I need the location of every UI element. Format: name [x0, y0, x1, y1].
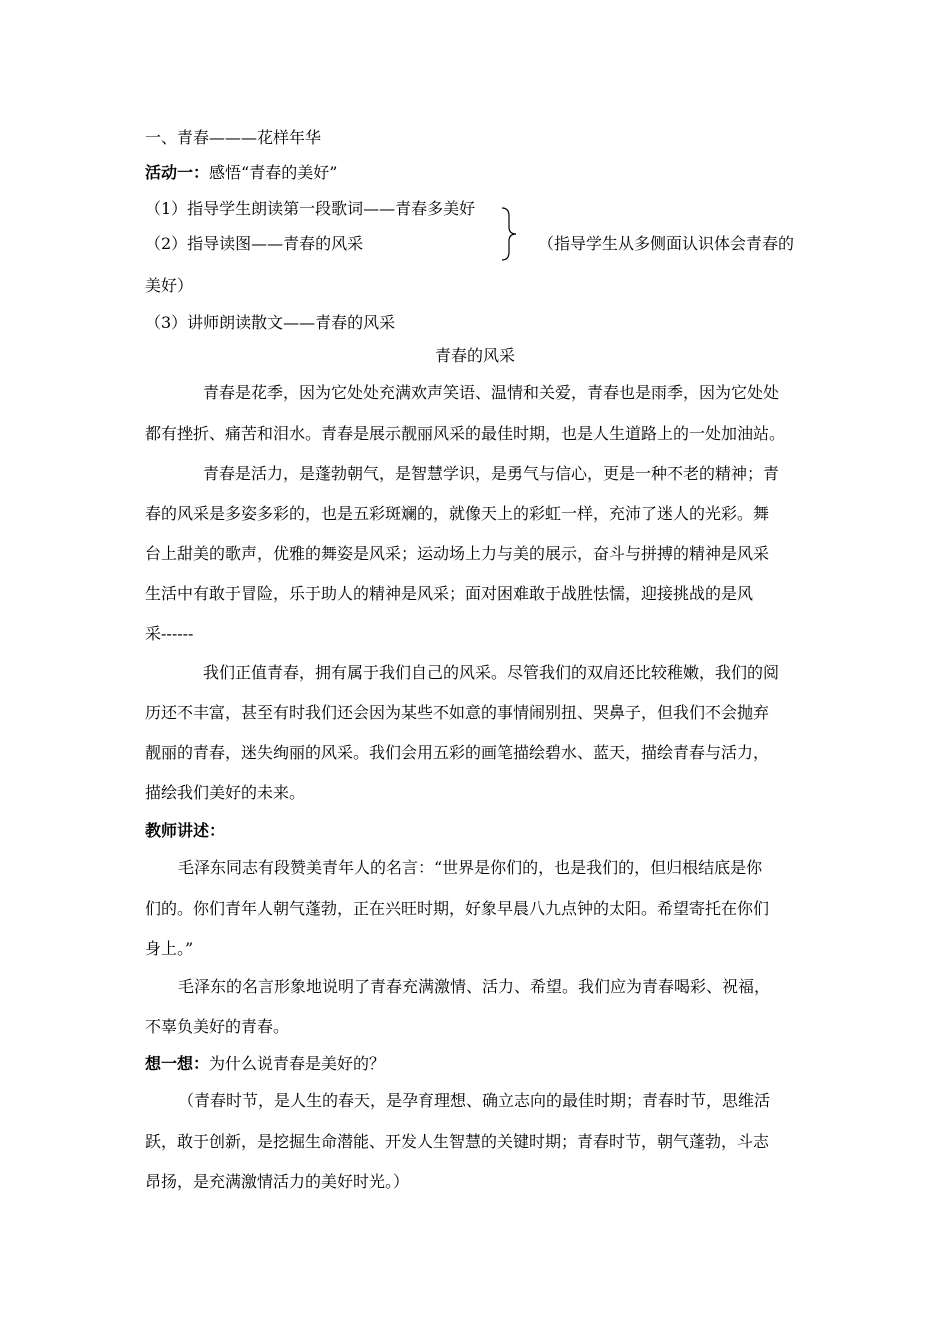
think-answer-line: （青春时节，是人生的春天，是孕育理想、确立志向的最佳时期；青春时节，思维活 [178, 1091, 771, 1110]
essay-line: 历还不丰富，甚至有时我们还会因为某些不如意的事情闹别扭、哭鼻子，但我们不会抛弃 [145, 703, 770, 722]
essay-line: 春的风采是多姿多彩的，也是五彩斑斓的，就像天上的彩虹一样，充沛了迷人的光彩。舞 [145, 504, 770, 523]
teacher-label: 教师讲述： [145, 821, 226, 840]
activity1-note: （指导学生从多侧面认识体会青春的 [538, 234, 795, 253]
activity1-note-continued: 美好） [145, 276, 194, 295]
essay-line: 描绘我们美好的未来。 [145, 783, 306, 802]
essay-line: 生活中有敢于冒险，乐于助人的精神是风采；面对困难敢于战胜怯懦，迎接挑战的是风 [145, 584, 754, 603]
think-label: 想一想： [145, 1054, 210, 1073]
teacher-line: 们的。你们青年人朝气蓬勃，正在兴旺时期，好象早晨八九点钟的太阳。希望寄托在你们 [145, 899, 770, 918]
activity1-label: 活动一： [145, 163, 210, 182]
essay-line: 靓丽的青春，迷失绚丽的风采。我们会用五彩的画笔描绘碧水、蓝天，描绘青春与活力， [145, 743, 770, 762]
essay-title: 青春的风采 [434, 346, 515, 365]
teacher-line: 毛泽东的名言形象地说明了青春充满激情、活力、希望。我们应为青春喝彩、祝福， [178, 977, 771, 996]
essay-line: 采------ [145, 624, 194, 643]
think-answer-line: 昂扬，是充满激情活力的美好时光。） [145, 1172, 410, 1191]
activity1-item-3: （3）讲师朗读散文——青春的风采 [145, 313, 396, 332]
right-brace-icon [500, 207, 518, 261]
think-question: 为什么说青春是美好的？ [209, 1054, 386, 1073]
think-answer-line: 跃，敢于创新，是挖掘生命潜能、开发人生智慧的关键时期；青春时节，朝气蓬勃，斗志 [145, 1132, 770, 1151]
activity1-title: 感悟“青春的美好” [209, 163, 338, 182]
teacher-line: 毛泽东同志有段赞美青年人的名言：“世界是你们的，也是我们的，但归根结底是你 [178, 858, 763, 877]
essay-line: 我们正值青春，拥有属于我们自己的风采。尽管我们的双肩还比较稚嫩，我们的阅 [203, 663, 780, 682]
essay-line: 都有挫折、痛苦和泪水。青春是展示靓丽风采的最佳时期，也是人生道路上的一处加油站。 [145, 424, 786, 443]
think-heading [145, 1053, 385, 1075]
teacher-line: 身上。” [145, 939, 194, 958]
activity1-item-1: （1）指导学生朗读第一段歌词——青春多美好 [145, 199, 476, 218]
teacher-line: 不辜负美好的青春。 [145, 1017, 290, 1036]
activity1-heading [145, 162, 337, 184]
activity1-item-2: （2）指导读图——青春的风采 [145, 234, 364, 253]
essay-line: 台上甜美的歌声，优雅的舞姿是风采；运动场上力与美的展示，奋斗与拼搏的精神是风采 [145, 544, 770, 563]
essay-line: 青春是活力，是蓬勃朝气，是智慧学识，是勇气与信心，更是一种不老的精神；青 [203, 464, 780, 483]
essay-line: 青春是花季，因为它处处充满欢声笑语、温情和关爱，青春也是雨季，因为它处处 [203, 383, 780, 402]
section-heading: 一、青春———花样年华 [145, 128, 322, 147]
